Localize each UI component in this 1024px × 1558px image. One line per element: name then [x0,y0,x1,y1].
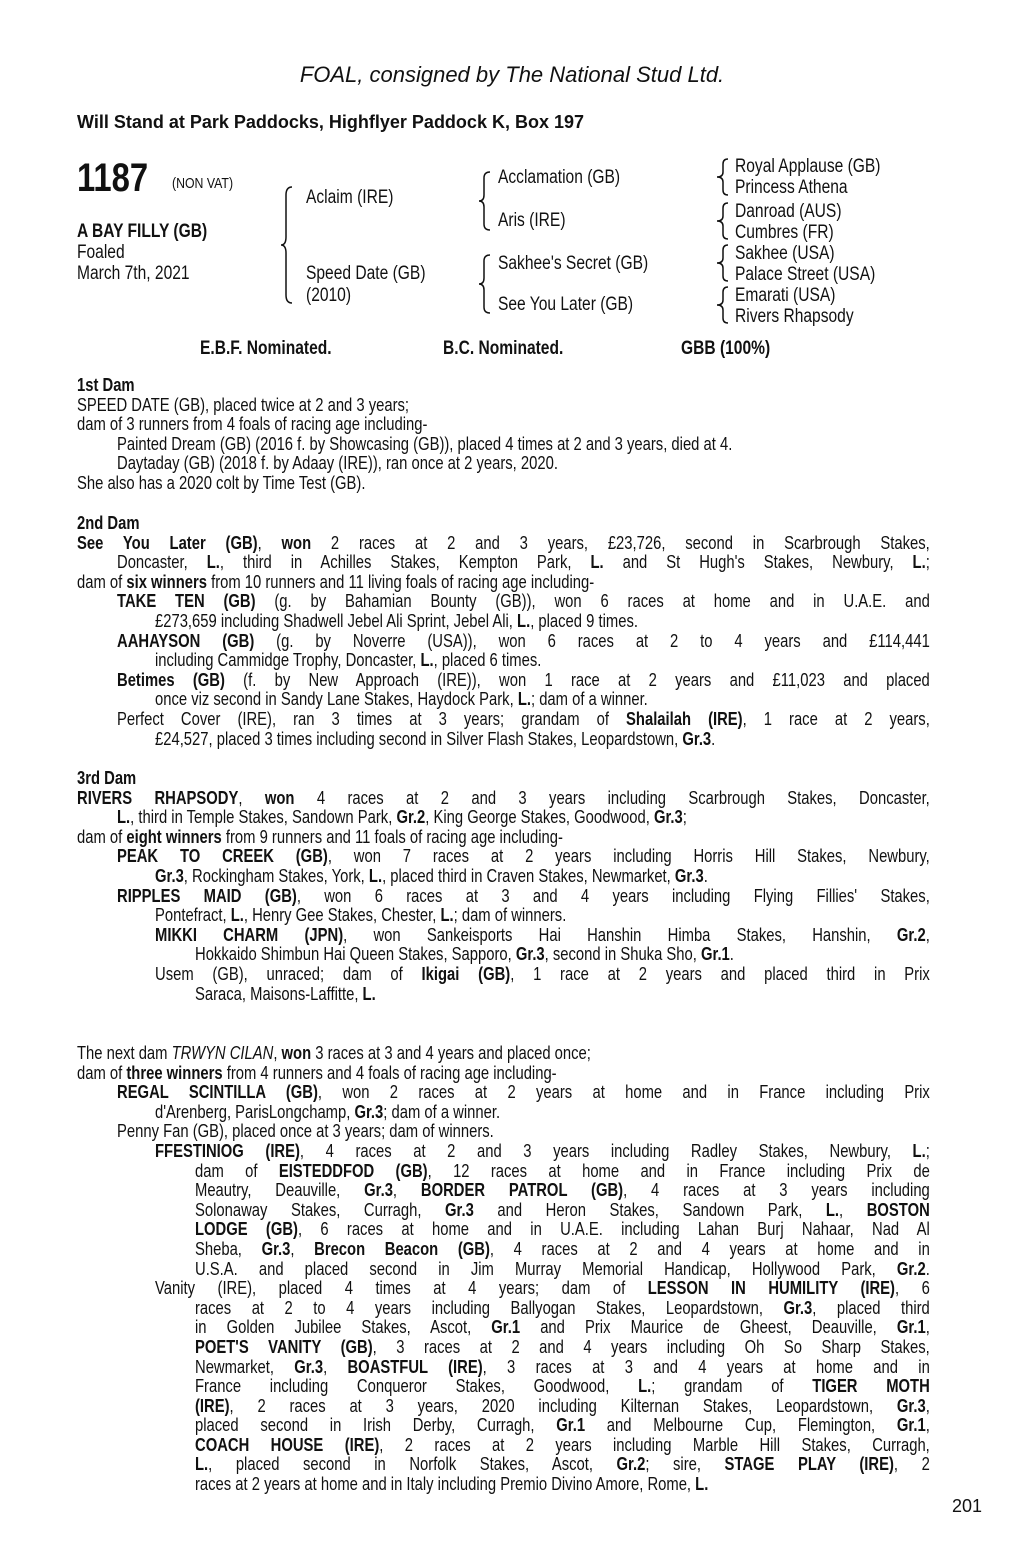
text-run: and St Hugh's Stakes, Newbury, [603,551,913,573]
text-run: and Heron Stakes, Sandown Park, [473,1198,826,1220]
bold-text-run: RIPPLES MAID (GB) [117,884,297,906]
text-line [77,414,930,434]
text-run: . [703,864,708,886]
text-run: , 3 races at 3 and 4 years at home and in [482,1355,930,1377]
bold-text-run: RIVERS RHAPSODY [77,786,239,808]
bold-text-run: COACH HOUSE (IRE) [195,1433,380,1455]
text-run: She also has a 2020 colt by Time Test (GB). [77,471,366,493]
pedigree-brace [478,170,492,232]
text-run: dam of [77,825,127,847]
text-run: Saraca, Maisons-Laffitte, [195,982,363,1004]
section-2nd-dam [77,513,930,748]
text-line [77,1435,930,1455]
bold-text-run: MIKKI CHARM (JPN) [155,923,344,945]
pedigree-brace [716,243,730,283]
text-run: Sheba, [195,1237,262,1259]
foaled-label: Foaled [77,242,125,263]
section-1st-dam [77,375,930,493]
text-run: , [290,1237,315,1259]
pedigree-dam-year: (2010) [306,285,352,306]
pedigree-gen4: Princess Athena [735,177,848,198]
bold-text-run: PEAK TO CREEK (GB) [117,845,328,867]
text-run: SPEED DATE (GB), placed twice at 2 and 3 years; [77,393,410,415]
pedigree-sire: Aclaim (IRE) [306,187,394,208]
text-line [77,1357,930,1377]
text-line [77,1043,930,1063]
bold-text-run: L. [825,1198,840,1220]
text-run: , 1 race at 2 years and placed third in Prix [510,962,930,984]
text-line [77,533,930,553]
lot-number: 1187 [77,156,149,200]
text-line [77,689,930,709]
pedigree-gen3: Sakhee's Secret (GB) [498,253,649,274]
text-run: dam of [195,1159,279,1181]
text-run: from 4 runners and 4 foals of racing age including- [222,1061,557,1083]
bold-text-run: Betimes (GB) [117,668,225,690]
bold-text-run: L. [117,806,131,828]
bold-text-run: See You Later (GB) [77,531,258,553]
text-run: , 6 races at home and in U.A.E. including Lahan Burj Nahaar, Nad Al [297,1218,930,1240]
bold-text-run: won [281,531,312,553]
text-line [77,827,930,847]
bold-text-run: L. [420,649,434,671]
text-run: , 2 races at 3 years, 2020 including Kilternan Stakes, Leopardstown, [229,1394,897,1416]
bold-text-run: L. [590,551,604,573]
bold-text-run: L. [362,982,376,1004]
text-run: , placed 9 times. [530,609,638,631]
text-line [77,1474,930,1494]
text-line [77,670,930,690]
text-run: , 4 races at 2 and 3 years including Radley Stakes, Newbury, [299,1139,913,1161]
bold-text-run: LODGE (GB) [195,1218,298,1240]
text-line [77,453,930,473]
bold-text-run: L. [195,1453,209,1475]
bold-text-run: Gr.3 [364,1179,393,1201]
section-next-dam [77,1043,930,1494]
text-line [77,729,930,749]
text-line [77,866,930,886]
pedigree-gen4: Emarati (USA) [735,285,836,306]
text-run: from 9 runners and 11 foals of racing age including- [221,825,563,847]
text-line [77,1317,930,1337]
pedigree-brace [716,201,730,241]
text-line [77,434,930,454]
pedigree-dam: Speed Date (GB) [306,263,426,284]
text-run: (g. by Bahamian Bounty (GB)), won 6 races at home and in U.A.E. and [255,590,930,612]
bold-text-run: Gr.1 [896,1316,926,1338]
bold-text-run: L. [206,551,220,573]
text-line [77,1102,930,1122]
bold-text-run: six winners [126,570,207,592]
vat-status: (NON VAT) [172,175,234,192]
text-line [77,1063,930,1083]
text-run: ; [925,551,930,573]
bold-text-run: FFESTINIOG (IRE) [155,1139,300,1161]
pedigree-gen4: Rivers Rhapsody [735,306,854,327]
text-run: Meautry, Deauville, [195,1179,365,1201]
text-run: £273,659 including Shadwell Jebel Ali Sprint, Jebel Ali, [155,609,518,631]
text-line [77,1278,930,1298]
text-line [77,395,930,415]
pedigree-brace [716,285,730,325]
text-run: , [839,1198,867,1220]
italic-text-run: TRWYN CILAN [171,1042,274,1063]
text-run: , 1 race at 2 years, [742,707,930,729]
bold-text-run: AAHAYSON (GB) [117,629,255,651]
section-heading: 3rd Dam [77,767,137,788]
stand-location: Will Stand at Park Paddocks, Highflyer Paddock K, Box 197 [77,112,584,132]
text-run: , [925,1394,930,1416]
bold-text-run: Gr.1 [491,1316,521,1338]
text-run: ; dam of a winner. [530,688,648,710]
bold-text-run: Gr.3 [294,1355,324,1377]
text-run: Doncaster, [117,551,207,573]
bold-text-run: Gr.3 [653,806,683,828]
bc-nomination: B.C. Nominated. [443,338,564,359]
foaled-date: March 7th, 2021 [77,263,190,284]
bold-text-run: BOASTFUL (IRE) [347,1355,483,1377]
gbb-status: GBB (100%) [681,338,771,359]
lot-description: A BAY FILLY (GB) [77,221,208,242]
text-run: , won 6 races at 3 and 4 years including Flying Fillies' Stakes, [296,884,930,906]
bold-text-run: Gr.2 [616,1453,646,1475]
text-run: , won 7 races at 2 years including Horris Hill Stakes, Newbury, [327,845,930,867]
text-line [77,846,930,866]
text-run: from 10 runners and 11 living foals of racing age including- [206,570,595,592]
text-run: , third in Achilles Stakes, Kempton Park, [219,551,591,573]
text-run: Daytaday (GB) (2018 f. by Adaay (IRE)), ran once at 2 years, 2020. [117,452,558,474]
section-heading: 2nd Dam [77,512,140,533]
text-run: , second in Shuka Sho, [544,943,701,965]
text-run: ; grandam of [651,1375,813,1397]
text-run: , [392,1179,421,1201]
text-run: , [925,1414,930,1436]
text-run: Solonaway Stakes, Curragh, [195,1198,446,1220]
text-run: once viz second in Sandy Lane Stakes, Haydock Park, [155,688,518,710]
text-run: , [273,1042,282,1063]
bold-text-run: L. [912,1139,926,1161]
text-run: , King George Stakes, Goodwood, [425,806,654,828]
text-run: Usem (GB), unraced; dam of [155,962,422,984]
bold-text-run: Gr.1 [700,943,730,965]
text-line [77,984,930,1004]
bold-text-run: three winners [126,1061,223,1083]
pedigree-gen4: Palace Street (USA) [735,264,876,285]
bold-text-run: Gr.3 [354,1100,384,1122]
text-run: . [711,727,716,749]
text-line [77,611,930,631]
text-run: The next dam [77,1042,172,1063]
text-run: , Henry Gee Stakes, Chester, [243,904,441,926]
text-line [77,886,930,906]
text-run: races at 2 years at home and in Italy including Premio Divino Amore, Rome, [195,1473,696,1495]
text-line [77,1141,930,1161]
text-run: ; dam of a winner. [383,1100,501,1122]
bold-text-run: Brecon Beacon (GB) [314,1237,490,1259]
text-run: including Cammidge Trophy, Doncaster, [155,649,421,671]
text-run: ; [682,806,687,828]
section-heading: 1st Dam [77,374,135,395]
bold-text-run: Gr.1 [556,1414,586,1436]
text-run: , third in Temple Stakes, Sandown Park, [130,806,397,828]
text-line [77,905,930,925]
text-run: and Prix Maurice de Gheest, Deauville, [520,1316,897,1338]
text-line [77,1239,930,1259]
pedigree-gen3: See You Later (GB) [498,294,634,315]
bold-text-run: eight winners [126,825,222,847]
text-run: , won 2 races at 2 years at home and in France including Prix [317,1081,930,1103]
bold-text-run: Gr.3 [674,864,704,886]
text-run: , placed third [812,1296,930,1318]
text-line [77,1337,930,1357]
text-line [77,1259,930,1279]
text-run: , 6 [894,1277,930,1299]
text-line [77,1415,930,1435]
text-run: dam of [77,570,127,592]
pedigree-brace [478,253,492,315]
bold-text-run: L. [517,688,531,710]
bold-text-run: L. [440,904,454,926]
text-line [77,631,930,651]
text-line [77,473,930,493]
text-run: ; dam of winners. [453,904,567,926]
text-run: , [925,923,930,945]
text-line [77,591,930,611]
text-run: dam of 3 runners from 4 foals of racing age including- [77,413,428,435]
pedigree-gen4: Cumbres (FR) [735,222,834,243]
bold-text-run: L. [368,864,383,886]
text-line [77,1121,930,1141]
bold-text-run: won [281,1042,312,1063]
bold-text-run: POET'S VANITY (GB) [195,1335,373,1357]
bold-text-run: Gr.2 [896,923,926,945]
text-run: , Rockingham Stakes, York, [183,864,369,886]
text-run: Penny Fan (GB), placed once at 3 years; dam of winners. [117,1120,494,1142]
text-run: , 12 races at home and in France including Prix de [427,1159,930,1181]
text-run: races at 2 to 4 years including Ballyogan Stakes, Leopardstown, [195,1296,784,1318]
text-run: , 4 races at 2 and 4 years at home and in [489,1237,930,1259]
pedigree-gen4: Sakhee (USA) [735,243,835,264]
text-run: , [323,1355,348,1377]
bold-text-run: TAKE TEN (GB) [117,590,256,612]
pedigree-gen4: Royal Applause (GB) [735,156,881,177]
bold-text-run: L. [638,1375,652,1397]
bold-text-run: L. [695,1473,709,1495]
text-run: , placed 6 times. [433,649,542,671]
text-run: , placed second in Norfolk Stakes, Ascot, [208,1453,617,1475]
bold-text-run: REGAL SCINTILLA (GB) [117,1081,318,1103]
text-line [77,709,930,729]
text-run: Perfect Cover (IRE), ran 3 times at 3 years; grandam of [117,707,627,729]
text-line [77,1219,930,1239]
bold-text-run: STAGE PLAY (IRE) [724,1453,894,1475]
bold-text-run: Gr.3 [682,727,712,749]
text-run: in Golden Jubilee Stakes, Ascot, [195,1316,492,1338]
bold-text-run: L. [912,551,926,573]
bold-text-run: won [264,786,295,808]
text-line [77,807,930,827]
bold-text-run: L. [230,904,244,926]
text-run: Vanity (IRE), placed 4 times at 4 years; dam of [155,1277,648,1299]
text-line [77,964,930,984]
text-run: France including Conqueror Stakes, Goodwood, [195,1375,639,1397]
text-run: Pontefract, [155,904,231,926]
text-line [77,1454,930,1474]
text-line [77,1298,930,1318]
bold-text-run: Gr.3 [155,864,184,886]
text-run: ; sire, [645,1453,725,1475]
text-run: U.S.A. and placed second in Jim Murray Memorial Handicap, Hollywood Park, [195,1257,897,1279]
text-line [77,944,930,964]
text-line [77,1082,930,1102]
text-line [77,1180,930,1200]
text-line [77,650,930,670]
text-run: 3 races at 3 and 4 years and placed once; [311,1042,591,1063]
bold-text-run: Gr.1 [896,1414,926,1436]
text-line [77,788,930,808]
text-run: ; [925,1139,930,1161]
text-run: d'Arenberg, ParisLongchamp, [155,1100,355,1122]
text-run: , 3 races at 2 and 4 years including Oh So Sharp Stakes, [372,1335,930,1357]
bold-text-run: Gr.3 [515,943,545,965]
pedigree-brace [716,157,730,197]
text-run: , [257,531,282,553]
bold-text-run: BORDER PATROL (GB) [420,1179,624,1201]
pedigree-gen3: Acclamation (GB) [498,167,621,188]
text-run: placed second in Irish Derby, Curragh, [195,1414,557,1436]
text-line [77,925,930,945]
bold-text-run: Gr.3 [261,1237,291,1259]
text-line [77,1396,930,1416]
text-run: Newmarket, [195,1355,295,1377]
bold-text-run: Gr.3 [783,1296,813,1318]
bold-text-run: LESSON IN HUMILITY (IRE) [647,1277,895,1299]
bold-text-run: Ikigai (GB) [421,962,511,984]
text-run: (g. by Noverre (USA)), won 6 races at 2 to 4 years and £114,441 [254,629,930,651]
ebf-nomination: E.B.F. Nominated. [200,338,332,359]
text-line [77,572,930,592]
bold-text-run: Shalailah (IRE) [626,707,743,729]
bold-text-run: BOSTON [866,1198,930,1220]
text-run: (f. by New Approach (IRE)), won 1 race at 2 years and £11,023 and placed [224,668,930,690]
text-run: . [925,1257,930,1279]
text-run: , placed third in Craven Stakes, Newmarket, [382,864,675,886]
pedigree-gen3: Aris (IRE) [498,210,566,231]
text-run: £24,527, placed 3 times including second in Silver Flash Stakes, Leopardstown, [155,727,683,749]
bold-text-run: EISTEDDFOD (GB) [278,1159,428,1181]
text-line [77,1161,930,1181]
text-run: 4 races at 2 and 3 years including Scarbrough Stakes, Doncaster, [294,786,930,808]
section-3rd-dam [77,768,930,1003]
text-line [77,1200,930,1220]
text-run: , 2 races at 2 years including Marble Hill Stakes, Curragh, [379,1433,930,1455]
text-run: 2 races at 2 and 3 years, £23,726, second in Scarbrough Stakes, [311,531,930,553]
bold-text-run: Gr.2 [396,806,426,828]
text-run: and Melbourne Cup, Flemington, [585,1414,897,1436]
page-title: FOAL, consigned by The National Stud Ltd. [299,62,725,87]
pedigree-gen4: Danroad (AUS) [735,201,842,222]
bold-text-run: Gr.3 [445,1198,474,1220]
text-run: dam of [77,1061,127,1083]
page-number: 201 [952,1496,983,1516]
text-line [77,1376,930,1396]
bold-text-run: TIGER MOTH [812,1375,930,1397]
text-run: , 2 [893,1453,930,1475]
text-line [77,552,930,572]
text-run: , [925,1316,930,1338]
bold-text-run: Gr.2 [896,1257,926,1279]
bold-text-run: L. [517,609,531,631]
text-run: , [238,786,265,808]
bold-text-run: Gr.3 [896,1394,926,1416]
text-run: Hokkaido Shimbun Hai Queen Stakes, Sapporo, [195,943,516,965]
bold-text-run: (IRE) [195,1394,230,1416]
pedigree-brace [280,185,294,305]
text-run: , 4 races at 3 years including [623,1179,930,1201]
text-run: , won Sankeisports Hai Hanshin Himba Stakes, Hanshin, [343,923,897,945]
text-run: Painted Dream (GB) (2016 f. by Showcasing (GB)), placed 4 times at 2 and 3 years, died at 4. [117,432,733,454]
text-run: . [729,943,734,965]
